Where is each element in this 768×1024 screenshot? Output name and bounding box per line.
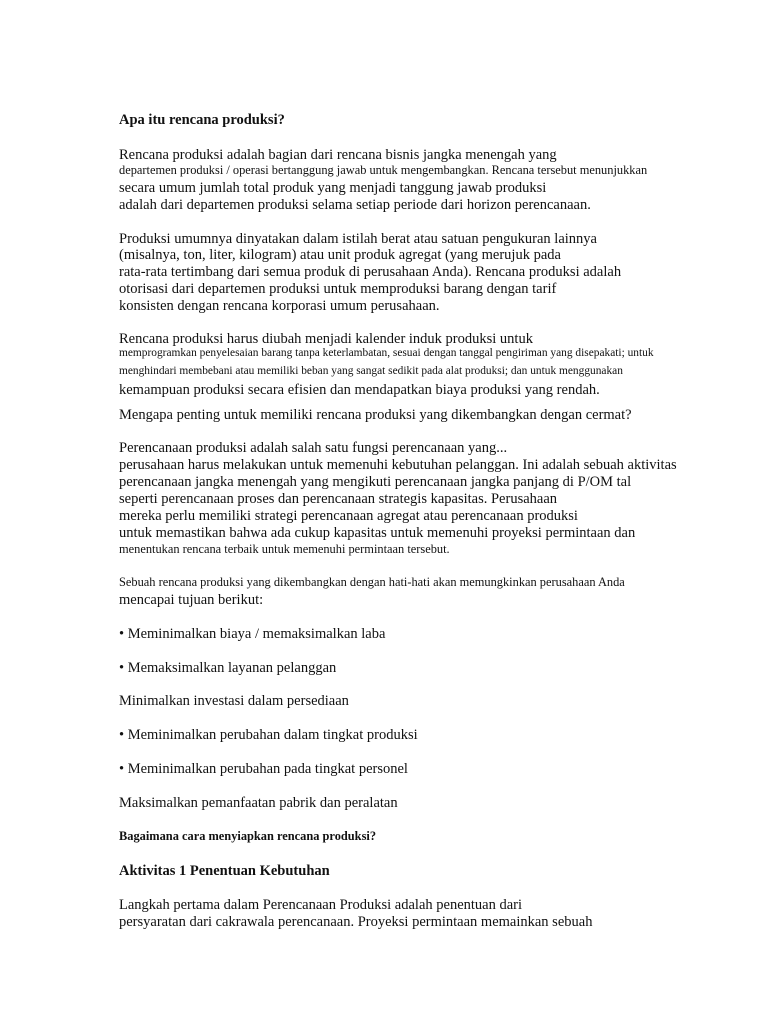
para3-line-4: kemampuan produksi secara efisien dan mendapatkan biaya produksi yang rendah.: [119, 382, 600, 398]
para3-line-2: memprogramkan penyelesaian barang tanpa keterlambatan, sesuai dengan tanggal pengiriman yang disepakati; untuk: [119, 347, 654, 359]
para4-line-2: perusahaan harus melakukan untuk memenuhi kebutuhan pelanggan. Ini adalah sebuah aktivitas: [119, 457, 677, 473]
para2-line-4: otorisasi dari departemen produksi untuk memproduksi barang dengan tarif: [119, 281, 557, 297]
para2-line-1: Produksi umumnya dinyatakan dalam istilah berat atau satuan pengukuran lainnya: [119, 231, 597, 247]
para1-line-4: adalah dari departemen produksi selama setiap periode dari horizon perencanaan.: [119, 197, 591, 213]
para6-line-1: Langkah pertama dalam Perencanaan Produksi adalah penentuan dari: [119, 897, 523, 913]
para5-line-1: Sebuah rencana produksi yang dikembangkan dengan hati-hati akan memungkinkan perusahaan Anda: [119, 575, 625, 589]
para4-line-6: untuk memastikan bahwa ada cukup kapasitas untuk memenuhi proyeksi permintaan dan: [119, 525, 636, 541]
para4-line-4: seperti perencanaan proses dan perencanaan strategis kapasitas. Perusahaan: [119, 491, 558, 507]
para6-line-2: persyaratan dari cakrawala perencanaan. Proyeksi permintaan memainkan sebuah: [119, 914, 593, 930]
para4-line-3: perencanaan jangka menengah yang mengikuti perencanaan jangka panjang di P/OM tal: [119, 474, 632, 490]
para2-line-3: rata-rata tertimbang dari semua produk di perusahaan Anda). Rencana produksi adalah: [119, 264, 622, 280]
goal-item: • Meminimalkan biaya / memaksimalkan laba: [119, 626, 386, 642]
goal-item: • Meminimalkan perubahan dalam tingkat produksi: [119, 727, 418, 743]
question-why-important: Mengapa penting untuk memiliki rencana produksi yang dikembangkan dengan cermat?: [119, 407, 632, 423]
goal-item: Minimalkan investasi dalam persediaan: [119, 693, 349, 709]
heading-activity-1: Aktivitas 1 Penentuan Kebutuhan: [119, 863, 330, 879]
goal-item: • Meminimalkan perubahan pada tingkat personel: [119, 761, 408, 777]
goal-item: • Memaksimalkan layanan pelanggan: [119, 660, 337, 676]
para1-line-3: secara umum jumlah total produk yang menjadi tanggung jawab produksi: [119, 180, 547, 196]
para4-line-5: mereka perlu memiliki strategi perencanaan agregat atau perencanaan produksi: [119, 508, 578, 524]
para3-line-1: Rencana produksi harus diubah menjadi kalender induk produksi untuk: [119, 331, 533, 347]
para1-line-2: departemen produksi / operasi bertanggung jawab untuk mengembangkan. Rencana tersebut menunjukkan: [119, 163, 648, 177]
para3-line-3: menghindari membebani atau memiliki beban yang sangat sedikit pada alat produksi; dan untuk menggunakan: [119, 365, 623, 377]
heading-how-to-prepare: Bagaimana cara menyiapkan rencana produksi?: [119, 829, 377, 843]
para2-line-5: konsisten dengan rencana korporasi umum perusahaan.: [119, 298, 440, 314]
para2-line-2: (misalnya, ton, liter, kilogram) atau unit produk agregat (yang merujuk pada: [119, 247, 561, 263]
heading-what-is-production-plan: Apa itu rencana produksi?: [119, 112, 285, 128]
para5-line-2: mencapai tujuan berikut:: [119, 592, 264, 608]
para4-line-1: Perencanaan produksi adalah salah satu fungsi perencanaan yang...: [119, 440, 508, 456]
para1-line-1: Rencana produksi adalah bagian dari rencana bisnis jangka menengah yang: [119, 147, 557, 163]
goal-item: Maksimalkan pemanfaatan pabrik dan peralatan: [119, 795, 398, 811]
para4-line-7: menentukan rencana terbaik untuk memenuhi permintaan tersebut.: [119, 542, 450, 556]
